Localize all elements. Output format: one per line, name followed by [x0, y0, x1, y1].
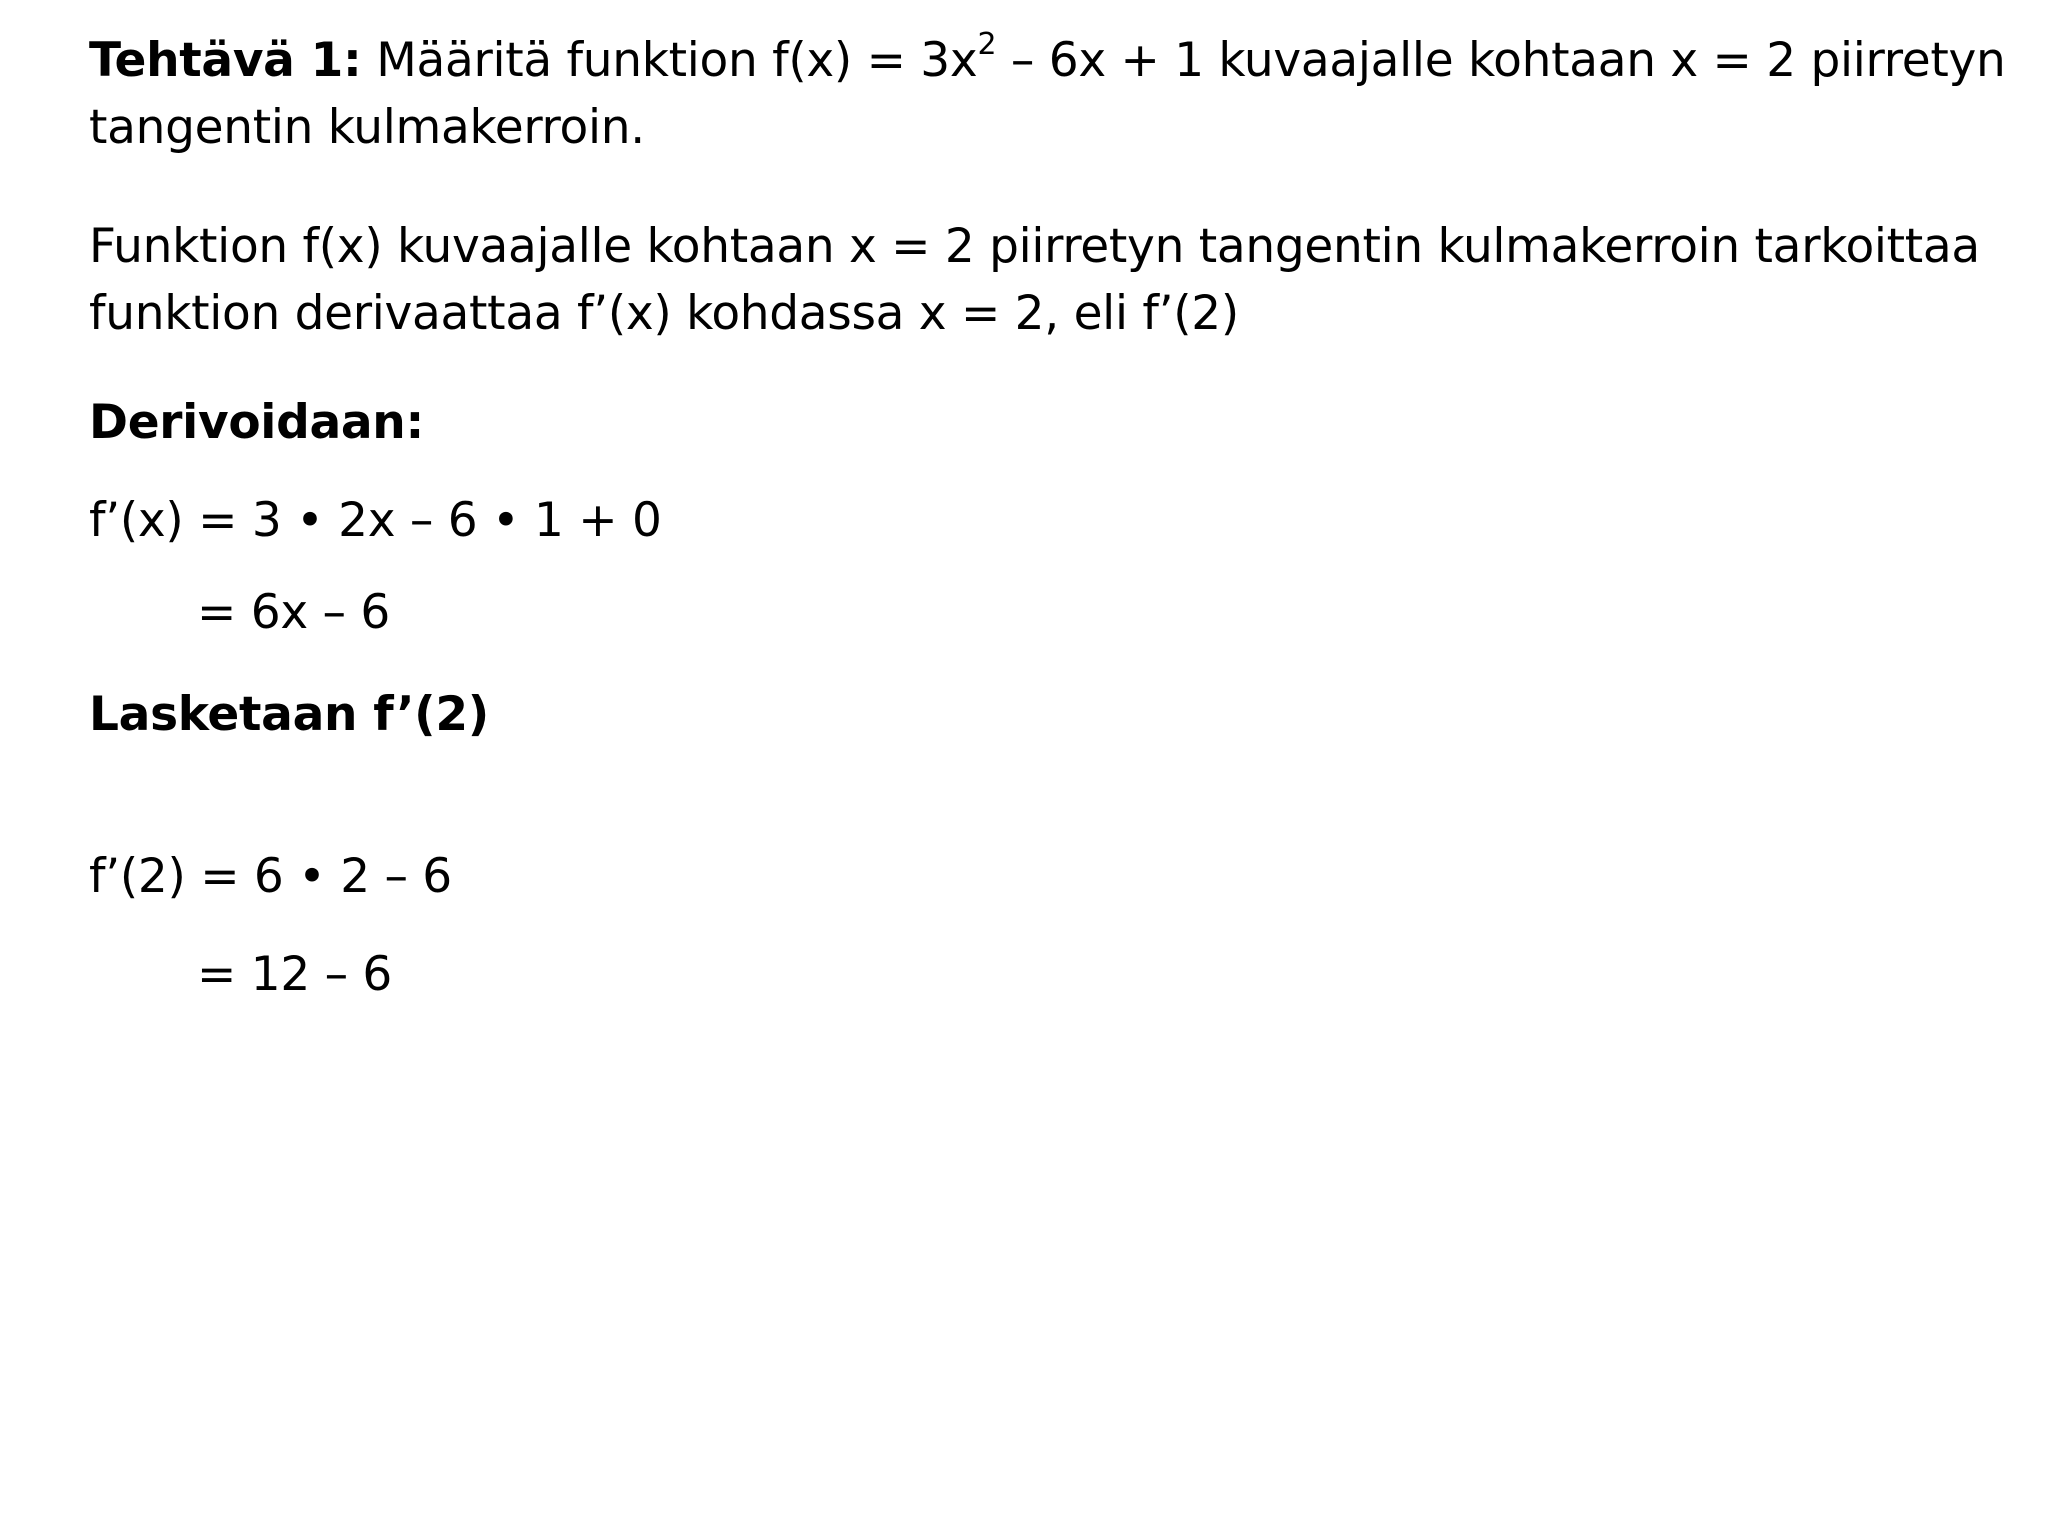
task-line-2: tangentin kulmakerroin.	[89, 100, 645, 155]
evaluate-heading: Lasketaan f’(2)	[89, 687, 489, 742]
evaluate-step-1: f’(2) = 6 • 2 – 6	[89, 849, 452, 904]
task-text-before-exponent: Määritä funktion f(x) = 3x	[361, 33, 978, 88]
evaluate-step-2: = 12 – 6	[197, 947, 393, 1002]
derive-heading: Derivoidaan:	[89, 395, 424, 450]
explanation-line-2: funktion derivaattaa f’(x) kohdassa x = 2, eli f’(2)	[89, 286, 1239, 341]
task-exponent: 2	[977, 27, 997, 62]
task-line-1	[89, 28, 2006, 94]
task-text-after-exponent: – 6x + 1 kuvaajalle kohtaan x = 2 piirretyn	[996, 33, 2006, 88]
derive-step-2: = 6x – 6	[197, 585, 390, 640]
task-label: Tehtävä 1:	[89, 33, 362, 88]
derive-step-1: f’(x) = 3 • 2x – 6 • 1 + 0	[89, 493, 662, 548]
explanation-line-1: Funktion f(x) kuvaajalle kohtaan x = 2 piirretyn tangentin kulmakerroin tarkoittaa	[89, 219, 1980, 274]
